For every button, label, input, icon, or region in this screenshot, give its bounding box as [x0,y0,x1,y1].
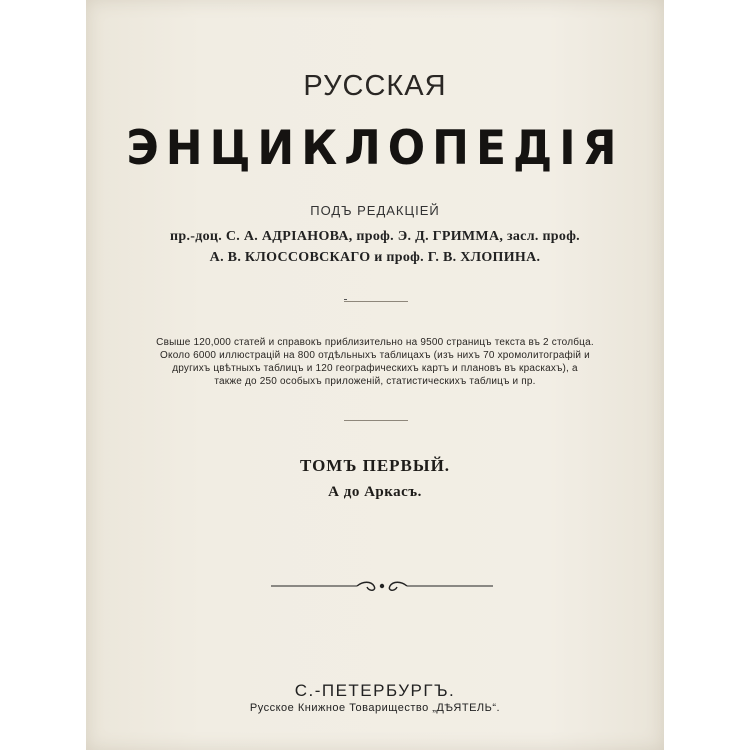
title-page [86,0,664,750]
title-small: РУССКАЯ [303,70,447,102]
volume-range: А до Аркасъ. [328,484,422,500]
volume-label: ТОМЪ ПЕРВЫЙ. [299,456,451,475]
description-line-1: Свыше 120,000 статей и справокъ приблизительно на 9500 страницъ текста въ 2 столбца. [156,337,594,348]
divider-rule-1 [344,301,408,302]
editor-label: ПОДЪ РЕДАКЦІЕЙ [310,203,440,218]
divider-rule-2 [344,420,408,421]
description-line-2: Около 6000 иллюстрацій на 800 отдѣльныхъ таблицахъ (изъ нихъ 70 хромолитографій и [160,350,590,361]
page-title: ЭНЦИКЛОПЕДІЯ [126,120,624,177]
divider-dot [344,299,347,300]
city: С.-ПЕТЕРБУРГЪ. [294,681,456,700]
editors-line-2: А. В. КЛОССОВСКАГО и проф. Г. В. ХЛОПИНА. [209,250,541,265]
ornament-divider [271,578,493,594]
publisher: Русское Книжное Товарищество „ДѢЯТЕЛЬ“. [249,702,501,714]
description-line-3: другихъ цвѣтныхъ таблицъ и 120 географическихъ картъ и плановъ въ краскахъ), а [172,363,578,374]
description-line-4: также до 250 особыхъ приложеній, статистическихъ таблицъ и пр. [214,376,536,387]
editors-line-1: пр.-доц. С. А. АДРІАНОВА, проф. Э. Д. ГРИММА, засл. проф. [170,229,580,244]
